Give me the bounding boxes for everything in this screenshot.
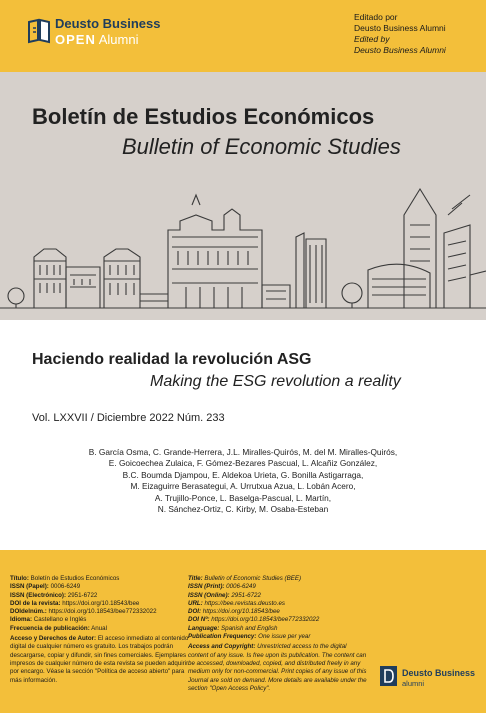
author-line: B.C. Boumda Djampou, E. Aldekoa Urieta, G. Bonilla Astigarraga,	[122, 469, 364, 480]
issue-title-en: Making the ESG revolution a reality	[150, 373, 401, 390]
edited-by-en: Edited by	[354, 34, 390, 44]
deusto-business-alumni-logo	[380, 666, 480, 698]
logo-text-deusto-business: Deusto Business	[55, 16, 161, 31]
info-row: DOI: https://doi.org/10.18543/bee	[188, 608, 280, 616]
info-row: DOI Nº: https://doi.org/10.18543/bee772332022	[188, 616, 320, 624]
journal-title-en: Bulletin of Economic Studies	[122, 134, 401, 159]
author-list	[40, 447, 446, 515]
volume-info: Vol. LXXVII / Diciembre 2022 Núm. 233	[32, 412, 225, 424]
deusto-d-icon	[380, 666, 397, 686]
info-row: Publication Frequency: One issue per year	[188, 633, 311, 641]
author-line: A. Trujillo-Ponce, L. Baselga-Pascual, L. Martín,	[154, 492, 332, 503]
info-row: Language: Spanish and English	[188, 624, 278, 632]
author-line: N. Sánchez-Ortiz, C. Kirby, M. Osaba-Esteban	[157, 504, 329, 515]
bilbao-skyline-illustration	[0, 175, 486, 320]
edited-by-en-publisher: Deusto Business Alumni	[354, 45, 446, 55]
author-line: E. Goicoechea Zulaica, F. Gómez-Bezares Pascual, L. Alcañiz González,	[108, 458, 378, 469]
deusto-business-open-alumni-logo	[27, 16, 167, 64]
journal-info-es	[10, 575, 190, 685]
info-row: Idioma: Castellano e Inglés	[10, 616, 87, 624]
open-book-icon	[27, 18, 51, 44]
logo-text-open: OPEN	[55, 32, 96, 47]
logo-text-alumni: Alumni	[98, 32, 139, 47]
info-row: Frecuencia de publicación: Anual	[10, 624, 107, 632]
issue-title-es: Haciendo realidad la revolución ASG	[32, 351, 312, 368]
info-row-access: Acceso y Derechos de Autor: El acceso inmediato al contenido digital de cualquier número es gratuito. Los trabajos podrán descargarse, copiar y difundir, sin fines comerciales. Ejemplares impresos de cualquier número de esta revista se pueden adquirir por encargo. Véase la sección "Política de acceso abierto" para más información.	[10, 635, 189, 684]
journal-info-en	[188, 575, 368, 693]
info-row: ISSN (Online): 2951-6722	[188, 591, 261, 599]
info-row: ISSN (Print): 0006-6249	[188, 583, 256, 591]
info-row: Title: Bulletin of Economic Studies (BEE)	[188, 575, 302, 582]
edited-by-es-publisher: Deusto Business Alumni	[354, 23, 446, 33]
footer-logo-line1: Deusto Business	[402, 668, 476, 678]
info-row-access: Access and Copyright: Unrestricted access to the digital content of any issue. Is free upon its publication. The content can be accessed, downloaded, copied, and distributed freely in any medium only for non-commercial. Print copies of any issue of this Journal are sold on demand. More details are available under the section "Open Access Policy".	[188, 643, 367, 692]
author-line: M. Eizaguirre Berasategui, A. Urrutxua Azua, L. Lobán Acero,	[130, 481, 356, 492]
info-row: DOI de la revista: https://doi.org/10.18543/bee	[10, 599, 140, 607]
author-line: B. García Osma, C. Grande-Herrera, J.L. Miralles-Quirós, M. del M. Miralles-Quirós,	[88, 447, 398, 457]
info-row: DOIdelnúm.: https://doi.org/10.18543/bee772332022	[10, 608, 157, 616]
edited-by-es: Editado por	[354, 12, 398, 22]
info-row: Título: Boletín de Estudios Económicos	[10, 575, 120, 582]
info-row: ISSN (Papel): 0006-6249	[10, 583, 81, 591]
footer-logo-line2: alumni	[402, 679, 425, 688]
info-row: ISSN (Electrónico): 2951-6722	[10, 591, 98, 599]
logo-text-open-alumni	[55, 32, 139, 47]
info-row: URL: https://bee.revistas.deusto.es	[188, 599, 285, 607]
journal-title-es: Boletín de Estudios Económicos	[32, 104, 375, 129]
publisher-credit	[354, 12, 446, 56]
